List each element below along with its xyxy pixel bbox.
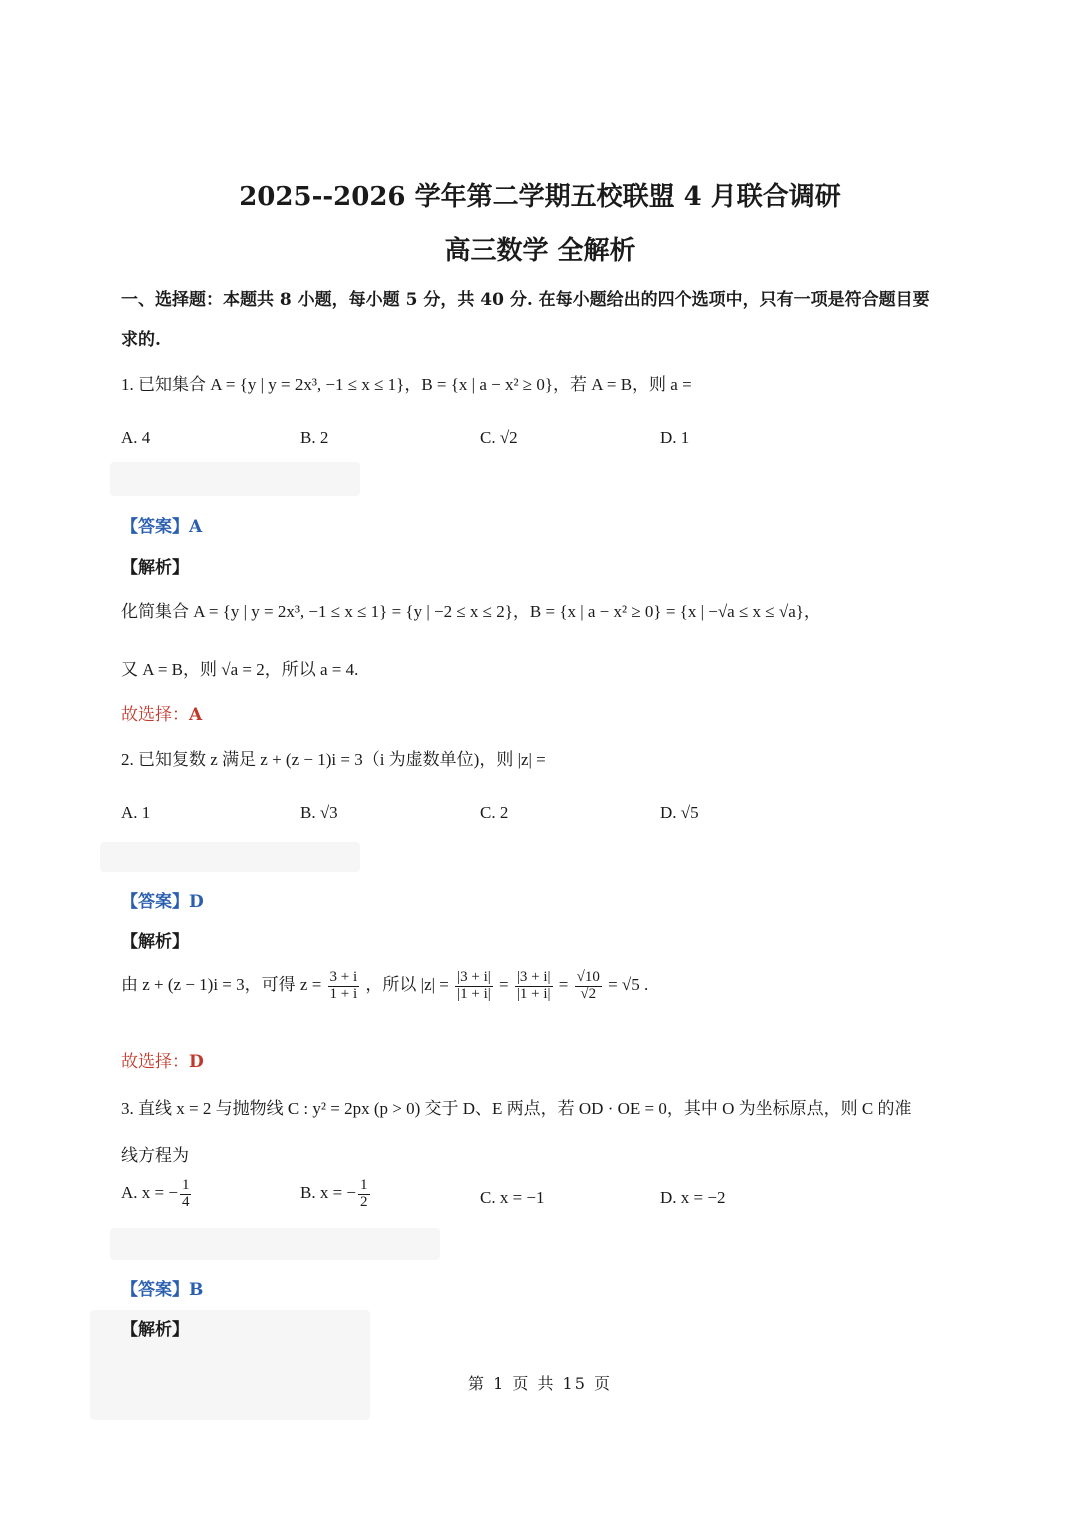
q3-option-c: C. x = −1 — [480, 1188, 545, 1207]
q3-option-b — [300, 1178, 372, 1211]
page-number: 第 1 页 共 15 页 — [468, 1374, 612, 1393]
equals-sign: = — [499, 975, 509, 995]
q1-option-a: A. 4 — [121, 428, 151, 447]
document-subtitle: 高三数学 全解析 — [444, 236, 636, 266]
q1-answer-label: 【答案】 — [121, 517, 189, 537]
q3-option-a-fraction — [180, 1178, 192, 1211]
q1-option-c: C. √2 — [480, 428, 518, 447]
q1-stem: 1. 已知集合 A = {y | y = 2x³, −1 ≤ x ≤ 1}，B = {x | a − x² ≥ 0}，若 A = B，则 a = — [121, 375, 692, 394]
q1-answer-value: A — [189, 517, 203, 537]
q3-option-b-pre: B. x = − — [300, 1183, 357, 1203]
q1-option-d: D. 1 — [660, 428, 690, 447]
q2-f4-den: √2 — [580, 985, 597, 1002]
q2-f3-num: |3 + i| — [516, 969, 551, 985]
q3-stem-line2: 线方程为 — [121, 1146, 189, 1165]
q3-answer — [121, 1275, 203, 1300]
q2-analysis-label: 【解析】 — [121, 932, 189, 952]
scan-shade — [110, 1228, 440, 1260]
q2-f3-den: |1 + i| — [516, 985, 551, 1002]
q2-analysis-mid: ，所以 |z| = — [365, 975, 449, 995]
q1-select-value: A — [189, 705, 203, 725]
q3-option-b-fraction — [358, 1178, 370, 1211]
q2-option-c: C. 2 — [480, 803, 509, 822]
q2-answer-label: 【答案】 — [121, 892, 189, 912]
q3-answer-value: B — [189, 1280, 204, 1300]
q2-answer — [121, 887, 204, 912]
q2-f1-num: 3 + i — [329, 969, 358, 985]
scan-shade — [100, 842, 360, 872]
q2-answer-value: D — [189, 892, 204, 912]
q2-option-d: D. √5 — [660, 803, 699, 822]
q3-b-den: 2 — [360, 1193, 368, 1210]
scan-shade — [110, 462, 360, 496]
q3-b-num: 1 — [360, 1177, 368, 1193]
q1-analysis-line1: 化简集合 A = {y | y = 2x³, −1 ≤ x ≤ 1} = {y | −2 ≤ x ≤ 2}，B = {x | a − x² ≥ 0} = {x | −√a ≤ x ≤ √a}， — [121, 602, 821, 621]
q2-f1-den: 1 + i — [329, 985, 358, 1002]
section-heading-line1: 一、选择题：本题共 8 小题，每小题 5 分，共 40 分. 在每小题给出的四个选项中，只有一项是符合题目要 — [121, 290, 930, 310]
q2-fraction-3 — [515, 970, 553, 1003]
q2-select-label: 故选择： — [121, 1052, 189, 1072]
q3-stem-line1: 3. 直线 x = 2 与抛物线 C : y² = 2px (p > 0) 交于 D、E 两点，若 OD · OE = 0，其中 O 为坐标原点，则 C 的准 — [121, 1099, 912, 1118]
q3-option-a-pre: A. x = − — [121, 1183, 178, 1203]
q2-f2-num: |3 + i| — [457, 969, 491, 985]
q1-select-label: 故选择： — [121, 705, 189, 725]
q2-analysis-line — [121, 970, 648, 1003]
q2-option-a: A. 1 — [121, 803, 151, 822]
q1-answer — [121, 512, 202, 537]
q2-option-b: B. √3 — [300, 803, 338, 822]
section-heading-line2: 求的. — [121, 330, 161, 350]
q1-analysis-label: 【解析】 — [121, 558, 189, 578]
q2-select-value: D — [189, 1052, 204, 1072]
q3-a-num: 1 — [181, 1177, 190, 1193]
q1-selection — [121, 700, 202, 725]
q3-a-den: 4 — [181, 1193, 190, 1210]
q1-analysis-line2: 又 A = B，则 √a = 2，所以 a = 4. — [121, 660, 359, 679]
q3-answer-label: 【答案】 — [121, 1280, 189, 1300]
q2-analysis-end: = √5 . — [608, 975, 649, 995]
q3-option-d: D. x = −2 — [660, 1188, 726, 1207]
q1-option-b: B. 2 — [300, 428, 329, 447]
document-title: 2025--2026 学年第二学期五校联盟 4 月联合调研 — [239, 182, 841, 212]
q2-f4-num: √10 — [576, 969, 600, 985]
q2-analysis-pre: 由 z + (z − 1)i = 3，可得 z = — [121, 975, 322, 995]
q3-option-a — [121, 1178, 193, 1211]
q2-fraction-2 — [455, 970, 493, 1003]
q2-f2-den: |1 + i| — [457, 985, 491, 1002]
q2-fraction-1 — [328, 970, 360, 1003]
q2-stem: 2. 已知复数 z 满足 z + (z − 1)i = 3（i 为虚数单位)，则 |z| = — [121, 750, 546, 769]
equals-sign: = — [558, 975, 569, 995]
q2-fraction-4 — [575, 970, 602, 1003]
q3-analysis-label: 【解析】 — [121, 1320, 189, 1340]
q2-selection — [121, 1047, 204, 1072]
